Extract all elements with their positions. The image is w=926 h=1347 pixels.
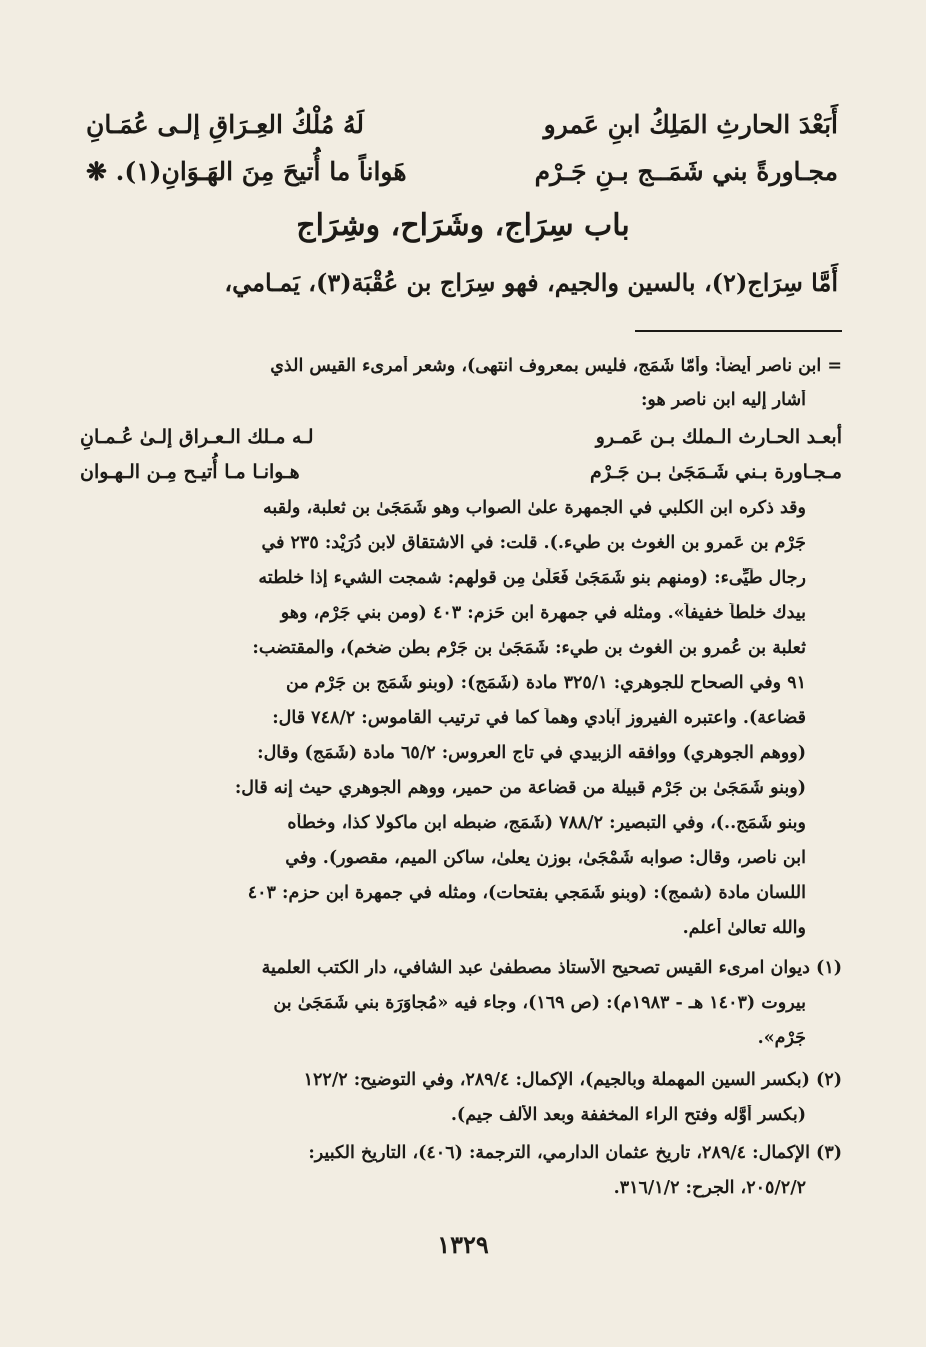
footnote-3-line: (٣) الإكمال: ٢٨٩/٤، تاريخ عثمان الدارمي، الترجمة: (٤٠٦)، التاريخ الكبير: xyxy=(308,1143,842,1163)
footnote-line: اللسان مادة (شمج): (وبنو شَمَجي بفتحات)، ومثله في جمهرة ابن حزم: ٤٠٣ xyxy=(247,883,806,903)
footnote-line: وقد ذكره ابن الكلبي في الجمهرة علىٰ الصواب وهو شَمَجَىٰ بن ثعلبة، ولقبه xyxy=(263,498,806,518)
footnote-1-line: بيروت (١٤٠٣ هـ - ١٩٨٣م): (ص ١٦٩)، وجاء فيه «مُجاوَرَة بني شَمَجَىٰ بن xyxy=(273,993,806,1013)
footnote-line: أشار إليه ابن ناصر هو: xyxy=(640,390,806,410)
verse-1-first-hemistich: أَبَعْدَ الحارثِ المَلِكُ ابنِ عَمرو xyxy=(543,110,838,139)
footnote-line: (وبنو شَمَجَىٰ بن جَرْم قبيلة من قضاعة من حمير، ووهم الجوهري حيث إنه قال: xyxy=(234,778,806,798)
page-number: ١٣٢٩ xyxy=(437,1230,489,1259)
footnote-line: بيدك خلطاً خفيفاً». ومثله في جمهرة ابن حَزم: ٤٠٣ (ومن بني جَرْم، وهو xyxy=(280,603,806,623)
poem-verse-2 xyxy=(86,157,838,186)
footnote-1-line: (١) ديوان امرىء القيس تصحيح الأستاذ مصطفىٰ عبد الشافي، دار الكتب العلمية xyxy=(261,958,842,978)
footnote-separator xyxy=(635,330,842,332)
verse-2-second-hemistich: هَواناً ما أُتيحَ مِنَ الهَـوَانِ(١). ❋ xyxy=(86,157,407,186)
footnote-verse-2-second: هـوانـا مـا أُتيـح مِـن الـهـوان xyxy=(80,461,300,483)
footnote-line: (ووهم الجوهري) ووافقه الزبيدي في تاج العروس: ٦٥/٢ مادة (شَمَج) وقال: xyxy=(257,743,806,763)
footnote-verse-2-first: مـجـاورة بـني شَـمَجَىٰ بـن جَـرْم xyxy=(589,461,842,483)
section-title: باب سِرَاج، وشَرَاح، وشِرَاج xyxy=(296,208,630,243)
footnote-line: ابن ناصر، وقال: صوابه شَمْجَىٰ، بوزن يعلىٰ، ساكن الميم، مقصور). وفي xyxy=(285,848,806,868)
footnote-2-line: (٢) (بكسر السين المهملة وبالجيم)، الإكمال: ٢٨٩/٤، وفي التوضيح: ١٢٢/٢ xyxy=(303,1070,842,1090)
footnote-line: وبنو شَمَج..)، وفي التبصير: ٧٨٨/٢ (شَمَج، ضبطه ابن ماكولا كذا، وخطأه xyxy=(287,813,806,833)
footnote-line: جَرْم بن عَمرو بن الغوث بن طيء.). قلت: في الاشتقاق لابن دُرَيْد: ٢٣٥ في xyxy=(261,533,806,553)
footnote-line: والله تعالىٰ أعلم. xyxy=(682,918,806,938)
footnote-verse-1-second: لـه مـلك الـعـراق إلـىٰ عُـمـانِ xyxy=(80,426,314,448)
footnote-line: ٩١ وفي الصحاح للجوهري: ٣٢٥/١ مادة (شَمَج): (وبنو شَمَج بن جَرْم من xyxy=(286,673,806,693)
footnote-line: رجال طَيِّىء: (ومنهم بنو شَمَجَىٰ فَعَلَىٰ مِن قولهم: شمجت الشيء إذا خلطته xyxy=(258,568,806,588)
footnote-3-line: ٢٠٥/٢/٢، الجرح: ٣١٦/١/٢. xyxy=(613,1178,806,1198)
footnote-verse-1-first: أبعـد الحـارث الـملك بـن عَمـرو xyxy=(595,426,842,448)
footnote-verse-1 xyxy=(80,426,842,448)
intro-line: أَمَّا سِرَاج(٢)، بالسين والجيم، فهو سِرَاج بن عُقْبَة(٣)، يَمـامي، xyxy=(224,268,838,297)
footnote-verse-2 xyxy=(80,461,842,483)
poem-verse-1 xyxy=(86,110,838,139)
footnote-1-line: جَرْم». xyxy=(757,1028,806,1048)
verse-2-first-hemistich: مجـاورةً بني شَمَــج بـنِ جَـرْم xyxy=(534,157,838,186)
footnote-line: = ابن ناصر أيضاً: وأمّا شَمَج، فليس بمعروف انتهى)، وشعر أمرىء القيس الذي xyxy=(270,356,842,376)
footnote-line: قضاعة). واعتبره الفيروز آبادي وهماً كما في ترتيب القاموس: ٧٤٨/٢ قال: xyxy=(272,708,806,728)
footnote-2-line: (بكسر أوَّله وفتح الراء المخففة وبعد الألف جيم). xyxy=(450,1105,806,1125)
verse-1-second-hemistich: لَهُ مُلْكُ العِـرَاقِ إلـى عُمَـانِ xyxy=(86,110,365,139)
footnote-line: ثعلبة بن عُمرو بن الغوث بن طيء: شَمَجَىٰ بن جَرْم بطن ضخم)، والمقتضب: xyxy=(252,638,806,658)
